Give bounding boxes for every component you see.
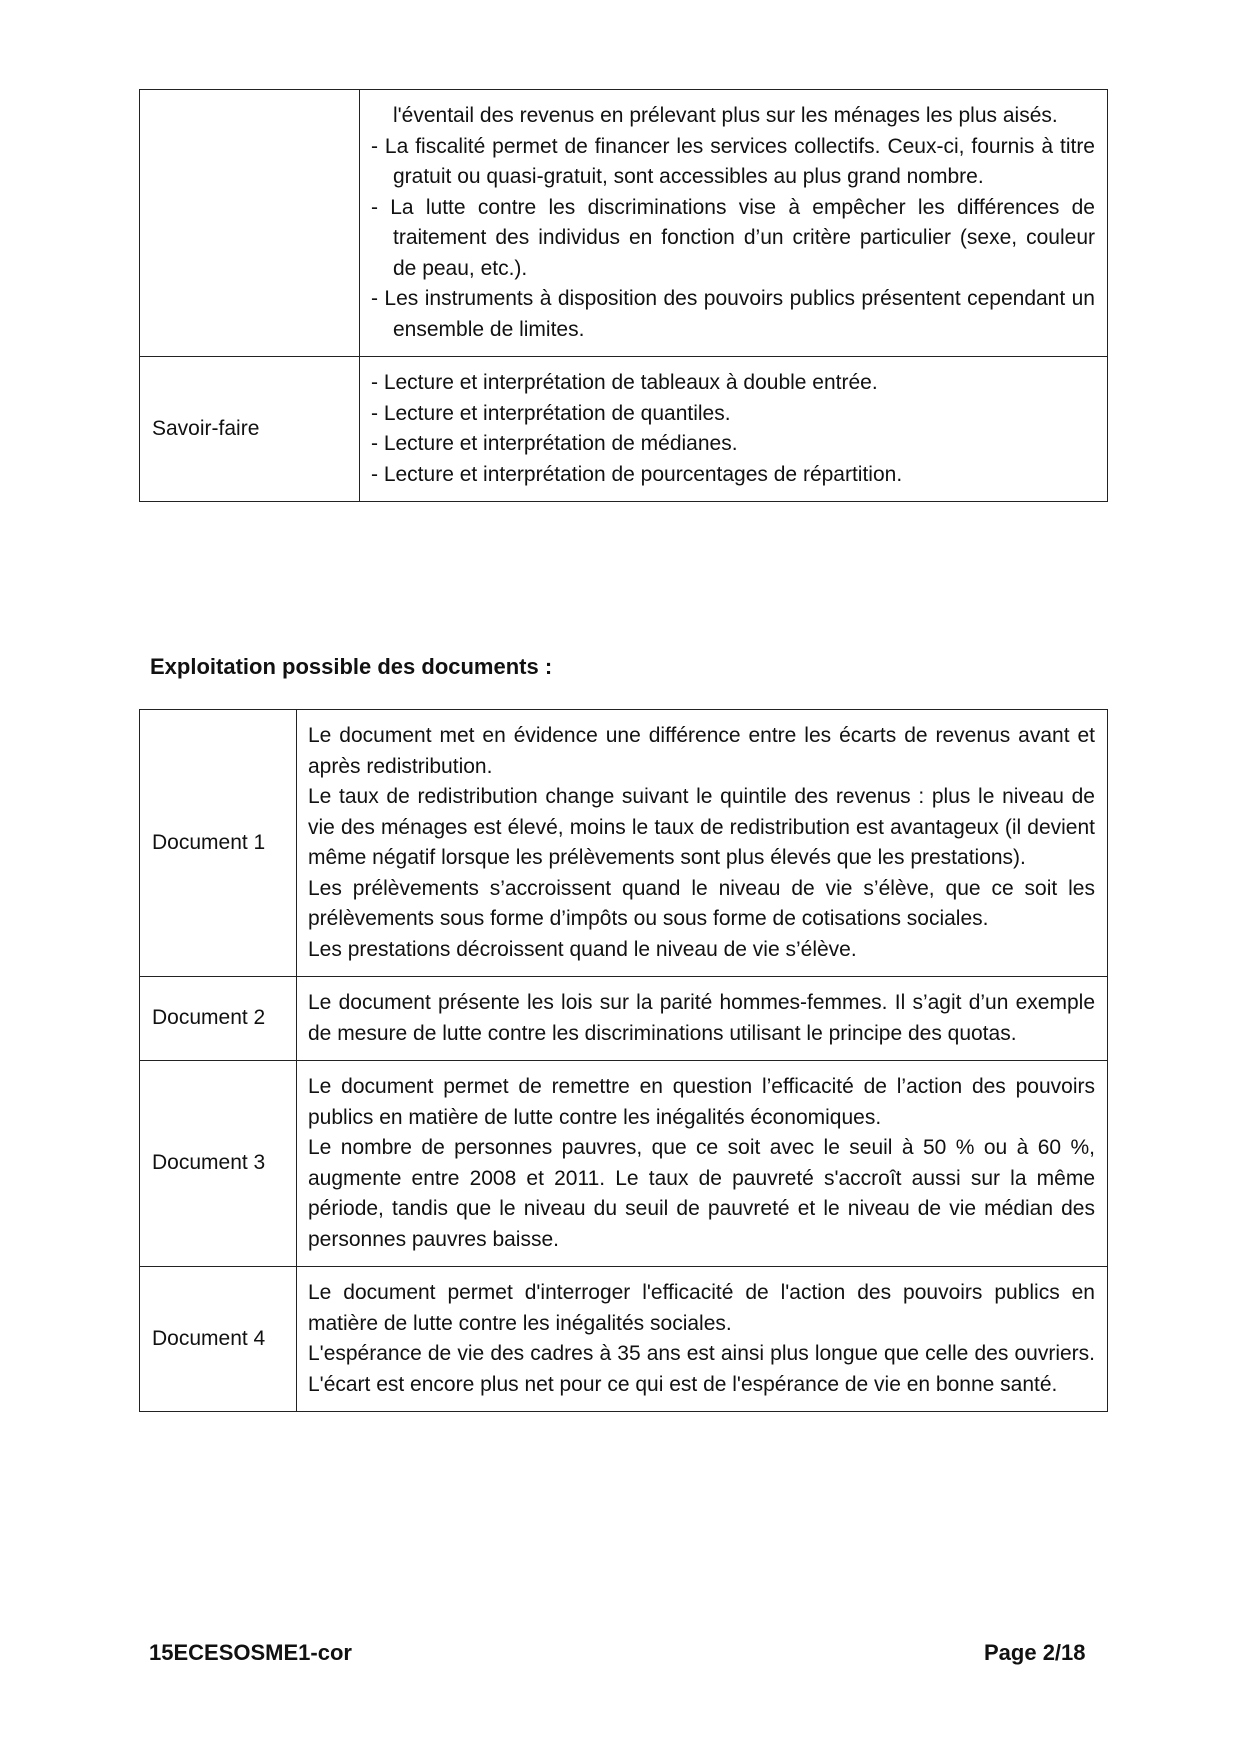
document-label: Document 4 bbox=[140, 1267, 297, 1412]
row-label: Savoir-faire bbox=[140, 357, 360, 502]
document-content bbox=[297, 1267, 1108, 1412]
row-label bbox=[140, 90, 360, 357]
document-label: Document 1 bbox=[140, 710, 297, 977]
table-row bbox=[140, 1267, 1108, 1412]
table-row bbox=[140, 710, 1108, 977]
table-row bbox=[140, 90, 1108, 357]
paragraph: L'espérance de vie des cadres à 35 ans est ainsi plus longue que celle des ouvriers. L'écart est encore plus net pour ce qui est de l'espérance de vie en bonne santé. bbox=[308, 1342, 1095, 1396]
document-content bbox=[297, 977, 1108, 1061]
list-item: - Lecture et interprétation de tableaux à double entrée. bbox=[371, 371, 878, 394]
table-row bbox=[140, 357, 1108, 502]
list-item: l'éventail des revenus en prélevant plus sur les ménages les plus aisés. bbox=[393, 104, 1058, 127]
paragraph: Le document présente les lois sur la parité hommes-femmes. Il s’agit d’un exemple de mesure de lutte contre les discriminations utilisant le principe des quotas. bbox=[308, 991, 1095, 1045]
list-item: - La lutte contre les discriminations vise à empêcher les différences de traitement des individus en fonction d’un critère particulier (sexe, couleur de peau, etc.). bbox=[371, 195, 1095, 280]
document-label: Document 2 bbox=[140, 977, 297, 1061]
document-content bbox=[297, 710, 1108, 977]
paragraph: Le nombre de personnes pauvres, que ce soit avec le seuil à 50 % ou à 60 %, augmente entre 2008 et 2011. Le taux de pauvreté s'accroît aussi sur la même période, tandis que le niveau du seuil de pauvreté et le niveau de vie médian des personnes pauvres baisse. bbox=[308, 1136, 1095, 1251]
table-row bbox=[140, 977, 1108, 1061]
page-number: Page 2/18 bbox=[984, 1640, 1086, 1665]
paragraph: Le taux de redistribution change suivant le quintile des revenus : plus le niveau de vie des ménages est élevé, moins le taux de redistribution est avantageux (il devient même négatif lorsque les prélèvements sont plus élevés que les prestations). bbox=[308, 785, 1095, 869]
list-item: - Lecture et interprétation de médianes. bbox=[371, 432, 738, 455]
paragraph: Le document met en évidence une différence entre les écarts de revenus avant et après redistribution. bbox=[308, 724, 1095, 778]
list-item: - Lecture et interprétation de pourcentages de répartition. bbox=[371, 462, 903, 486]
paragraph: Les prestations décroissent quand le niveau de vie s’élève. bbox=[308, 937, 857, 961]
paragraph: Le document permet de remettre en question l’efficacité de l’action des pouvoirs publics en matière de lutte contre les inégalités économiques. bbox=[308, 1075, 1095, 1129]
documents-table bbox=[139, 709, 1108, 1412]
competences-table bbox=[139, 89, 1108, 502]
paragraph: Le document permet d'interroger l'efficacité de l'action des pouvoirs publics en matière de lutte contre les inégalités sociales. bbox=[308, 1281, 1095, 1335]
document-code: 15ECESOSME1-cor bbox=[149, 1640, 352, 1665]
table-row bbox=[140, 1061, 1108, 1267]
document-content bbox=[297, 1061, 1108, 1267]
paragraph: Les prélèvements s’accroissent quand le niveau de vie s’élève, que ce soit les prélèvements sous forme d’impôts ou sous forme de cotisations sociales. bbox=[308, 876, 1095, 930]
row-content bbox=[360, 357, 1108, 502]
list-item: - Les instruments à disposition des pouvoirs publics présentent cependant un ensemble de limites. bbox=[371, 287, 1095, 341]
list-item: - La fiscalité permet de financer les services collectifs. Ceux-ci, fournis à titre gratuit ou quasi-gratuit, sont accessibles au plus grand nombre. bbox=[371, 134, 1095, 188]
row-content bbox=[360, 90, 1108, 357]
list-item: - Lecture et interprétation de quantiles. bbox=[371, 401, 731, 425]
document-label: Document 3 bbox=[140, 1061, 297, 1267]
section-heading: Exploitation possible des documents : bbox=[150, 654, 553, 679]
